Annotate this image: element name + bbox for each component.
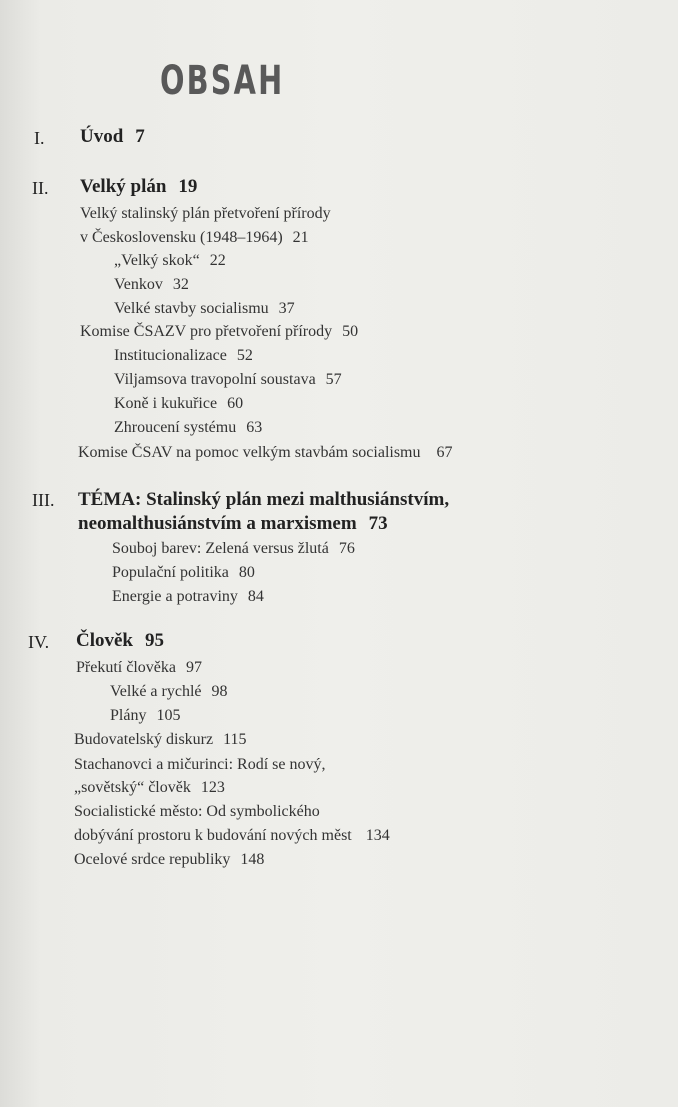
- page-number: 52: [236, 347, 253, 364]
- entry-title: Velké a rychlé: [110, 683, 202, 700]
- entry-title: Energie a potraviny: [112, 588, 238, 605]
- page-number: 98: [211, 683, 228, 700]
- toc-chapter: [80, 127, 145, 147]
- page-number: 63: [246, 419, 263, 436]
- page-number: 95: [145, 630, 164, 651]
- toc-entry: [74, 850, 264, 870]
- toc-entry: [114, 251, 226, 271]
- page-number: 115: [223, 731, 247, 748]
- entry-title: Velké stavby socialismu: [114, 300, 269, 317]
- toc-entry: [74, 755, 326, 775]
- entry-title: Souboj barev: Zelená versus žlutá: [112, 540, 329, 557]
- toc-entry: [74, 730, 247, 750]
- page-number: 84: [247, 588, 264, 605]
- entry-title: Venkov: [114, 276, 163, 293]
- page-number: 37: [278, 300, 295, 317]
- entry-title: Komise ČSAV na pomoc velkým stavbám socialismu: [78, 444, 421, 461]
- toc-entry: [114, 346, 253, 366]
- page-number: 134: [365, 827, 390, 844]
- entry-title: Stachanovci a mičurinci: Rodí se nový,: [74, 756, 326, 773]
- page-number: 50: [342, 323, 359, 340]
- chapter-numeral: I.: [34, 128, 45, 148]
- entry-title: Velký stalinský plán přetvoření přírody: [80, 205, 331, 222]
- entry-title: Koně i kukuřice: [114, 395, 218, 412]
- entry-title: Plány: [110, 707, 147, 724]
- toc-entry: [74, 778, 225, 798]
- page-title: OBSAH: [160, 58, 285, 104]
- entry-title: Socialistické město: Od symbolického: [74, 803, 320, 820]
- toc-chapter: [76, 631, 164, 651]
- entry-title: v Československu (1948–1964): [80, 229, 283, 246]
- toc-chapter: [80, 177, 197, 197]
- chapter-title: neomalthusiánstvím a marxismem: [78, 513, 357, 534]
- toc-entry: [112, 539, 355, 559]
- toc-entry: [114, 275, 189, 295]
- entry-title: Komise ČSAZV pro přetvoření přírody: [80, 323, 333, 340]
- page-number: 76: [338, 540, 355, 557]
- entry-title: Institucionalizace: [114, 347, 227, 364]
- toc-entry: [78, 443, 453, 463]
- page-number: 123: [200, 779, 225, 796]
- page-number: 97: [185, 659, 202, 676]
- toc-entry: [110, 706, 180, 726]
- toc-entry: [114, 370, 342, 390]
- page-number: 67: [436, 444, 453, 461]
- toc-entry: [76, 658, 202, 678]
- page-number: 21: [292, 229, 309, 246]
- entry-title: „Velký skok“: [114, 252, 200, 269]
- chapter-title: Velký plán: [80, 176, 167, 197]
- toc-entry: [74, 802, 320, 822]
- page-number: 32: [172, 276, 189, 293]
- entry-title: Populační politika: [112, 564, 229, 581]
- page-number: 19: [178, 176, 198, 197]
- toc-entry: [110, 682, 228, 702]
- entry-title: dobývání prostoru k budování nových měst: [74, 827, 352, 844]
- entry-title: Budovatelský diskurz: [74, 731, 214, 748]
- toc-chapter: [78, 490, 449, 510]
- toc-entry: [74, 826, 390, 846]
- entry-title: Překutí člověka: [76, 659, 176, 676]
- page-number: 7: [135, 126, 145, 147]
- chapter-title: Člověk: [76, 630, 133, 651]
- toc-chapter-continued: [78, 514, 388, 534]
- entry-title: Ocelové srdce republiky: [74, 851, 231, 868]
- chapter-numeral: II.: [32, 178, 49, 198]
- toc-entry: [80, 322, 358, 342]
- chapter-numeral: III.: [32, 490, 55, 510]
- page-number: 57: [325, 371, 342, 388]
- toc-entry: [114, 394, 243, 414]
- page-number: 60: [227, 395, 244, 412]
- toc-entry: [112, 587, 264, 607]
- entry-title: „sovětský“ člověk: [74, 779, 191, 796]
- page-number: 105: [156, 707, 181, 724]
- chapter-title: Úvod: [80, 126, 124, 147]
- toc-entry: [114, 418, 262, 438]
- toc-entry: [112, 563, 255, 583]
- toc-entry: [114, 299, 295, 319]
- toc-entry: [80, 204, 331, 224]
- entry-title: Viljamsova travopolní soustava: [114, 371, 316, 388]
- page-number: 73: [368, 513, 388, 534]
- page-number: 148: [240, 851, 265, 868]
- entry-title: Zhroucení systému: [114, 419, 237, 436]
- chapter-title: TÉMA: Stalinský plán mezi malthusiánstvím,: [78, 489, 450, 510]
- chapter-numeral: IV.: [28, 632, 50, 652]
- page-number: 80: [238, 564, 255, 581]
- toc-entry: [80, 228, 309, 248]
- page-number: 22: [209, 252, 226, 269]
